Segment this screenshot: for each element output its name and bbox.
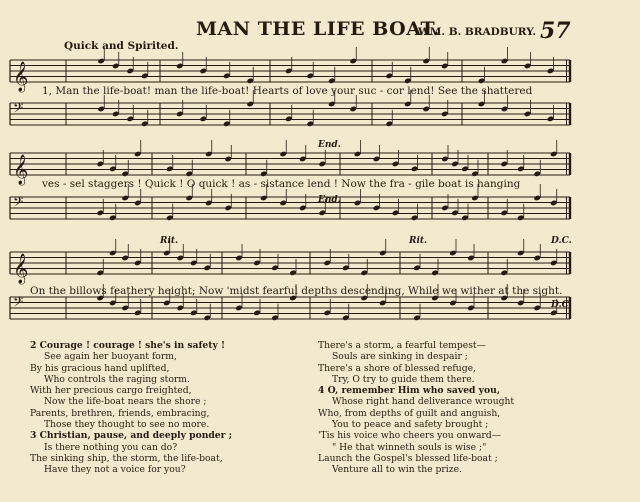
bass-clef-icon: 𝄢: [13, 294, 24, 313]
verse-line: Now the life-boat nears the shore ;: [44, 396, 207, 408]
verses-right-column: [318, 340, 514, 476]
rit-mark-2: Rit.: [409, 236, 428, 246]
composer-credit: WM. B. BRADBURY.: [418, 26, 536, 38]
verse-line: There's a shore of blessed refuge,: [318, 362, 476, 374]
verses-left-column: [30, 340, 232, 476]
verse-line: With her precious cargo freighted,: [30, 385, 192, 397]
end-mark-treble: End.: [318, 140, 341, 150]
verse-line: " He that winneth souls is wise ;": [332, 441, 487, 453]
verse-line: Those they thought to see no more.: [44, 419, 210, 431]
verse-line: See again her buoyant form,: [44, 351, 177, 363]
hymn-title: MAN THE LIFE BOAT.: [196, 18, 440, 40]
verse-line: Try, O try to guide them there.: [332, 373, 475, 385]
verse-line: You to peace and safety brought ;: [332, 419, 489, 431]
verse-line: Souls are sinking in despair ;: [332, 351, 468, 363]
lyric-line-3: On the billows feathery height; Now 'midst fearful depths descending, While we wither at the sight.: [30, 285, 563, 297]
verse-line: Have they not a voice for you?: [44, 464, 186, 476]
verse-line: Is there nothing you can do?: [44, 441, 178, 453]
verse-line: Venture all to win the prize.: [332, 464, 462, 476]
treble-clef-icon: 𝄞: [13, 155, 29, 185]
dc-mark-treble: D.C.: [551, 236, 572, 246]
lyric-line-2: ves - sel staggers ! Quick ! O quick ! as - sistance lend ! Now the fra - gile boat is hanging: [42, 178, 521, 190]
page-number: 57: [540, 18, 571, 44]
bass-clef-icon: 𝄢: [13, 194, 24, 213]
verse-line: The sinking ship, the storm, the life-boat,: [30, 452, 223, 464]
end-mark-bass: End.: [318, 195, 341, 205]
verse-line: By his gracious hand uplifted,: [30, 362, 170, 374]
dc-mark-bass: D.C.: [551, 300, 572, 310]
verse-line: 'Tis his voice who cheers you onward—: [318, 430, 501, 442]
bass-clef-icon: 𝄢: [13, 100, 24, 119]
verse-line: There's a storm, a fearful tempest—: [318, 340, 486, 351]
tempo-marking: Quick and Spirited.: [64, 40, 179, 52]
treble-clef-icon: 𝄞: [13, 254, 29, 284]
treble-clef-icon: 𝄞: [13, 62, 29, 92]
rit-mark-1: Rit.: [160, 236, 179, 246]
verse-line: Launch the Gospel's blessed life-boat ;: [318, 452, 498, 464]
verse-line: Parents, brethren, friends, embracing,: [30, 407, 210, 419]
verse-line: Whose right hand deliverance wrought: [332, 396, 515, 408]
verse-line: Who, from depths of guilt and anguish,: [318, 407, 501, 419]
verse-line: 4 O, remember Him who saved you,: [318, 385, 501, 397]
lyric-line-1: 1, Man the life-boat! man the life-boat! Hearts of love your suc - cor lend! See the shattered: [42, 85, 533, 97]
verse-line: 3 Christian, pause, and deeply ponder ;: [30, 430, 233, 442]
verse-line: Who controls the raging storm.: [44, 373, 190, 385]
verse-line: 2 Courage ! courage ! she's in safety !: [30, 340, 226, 351]
